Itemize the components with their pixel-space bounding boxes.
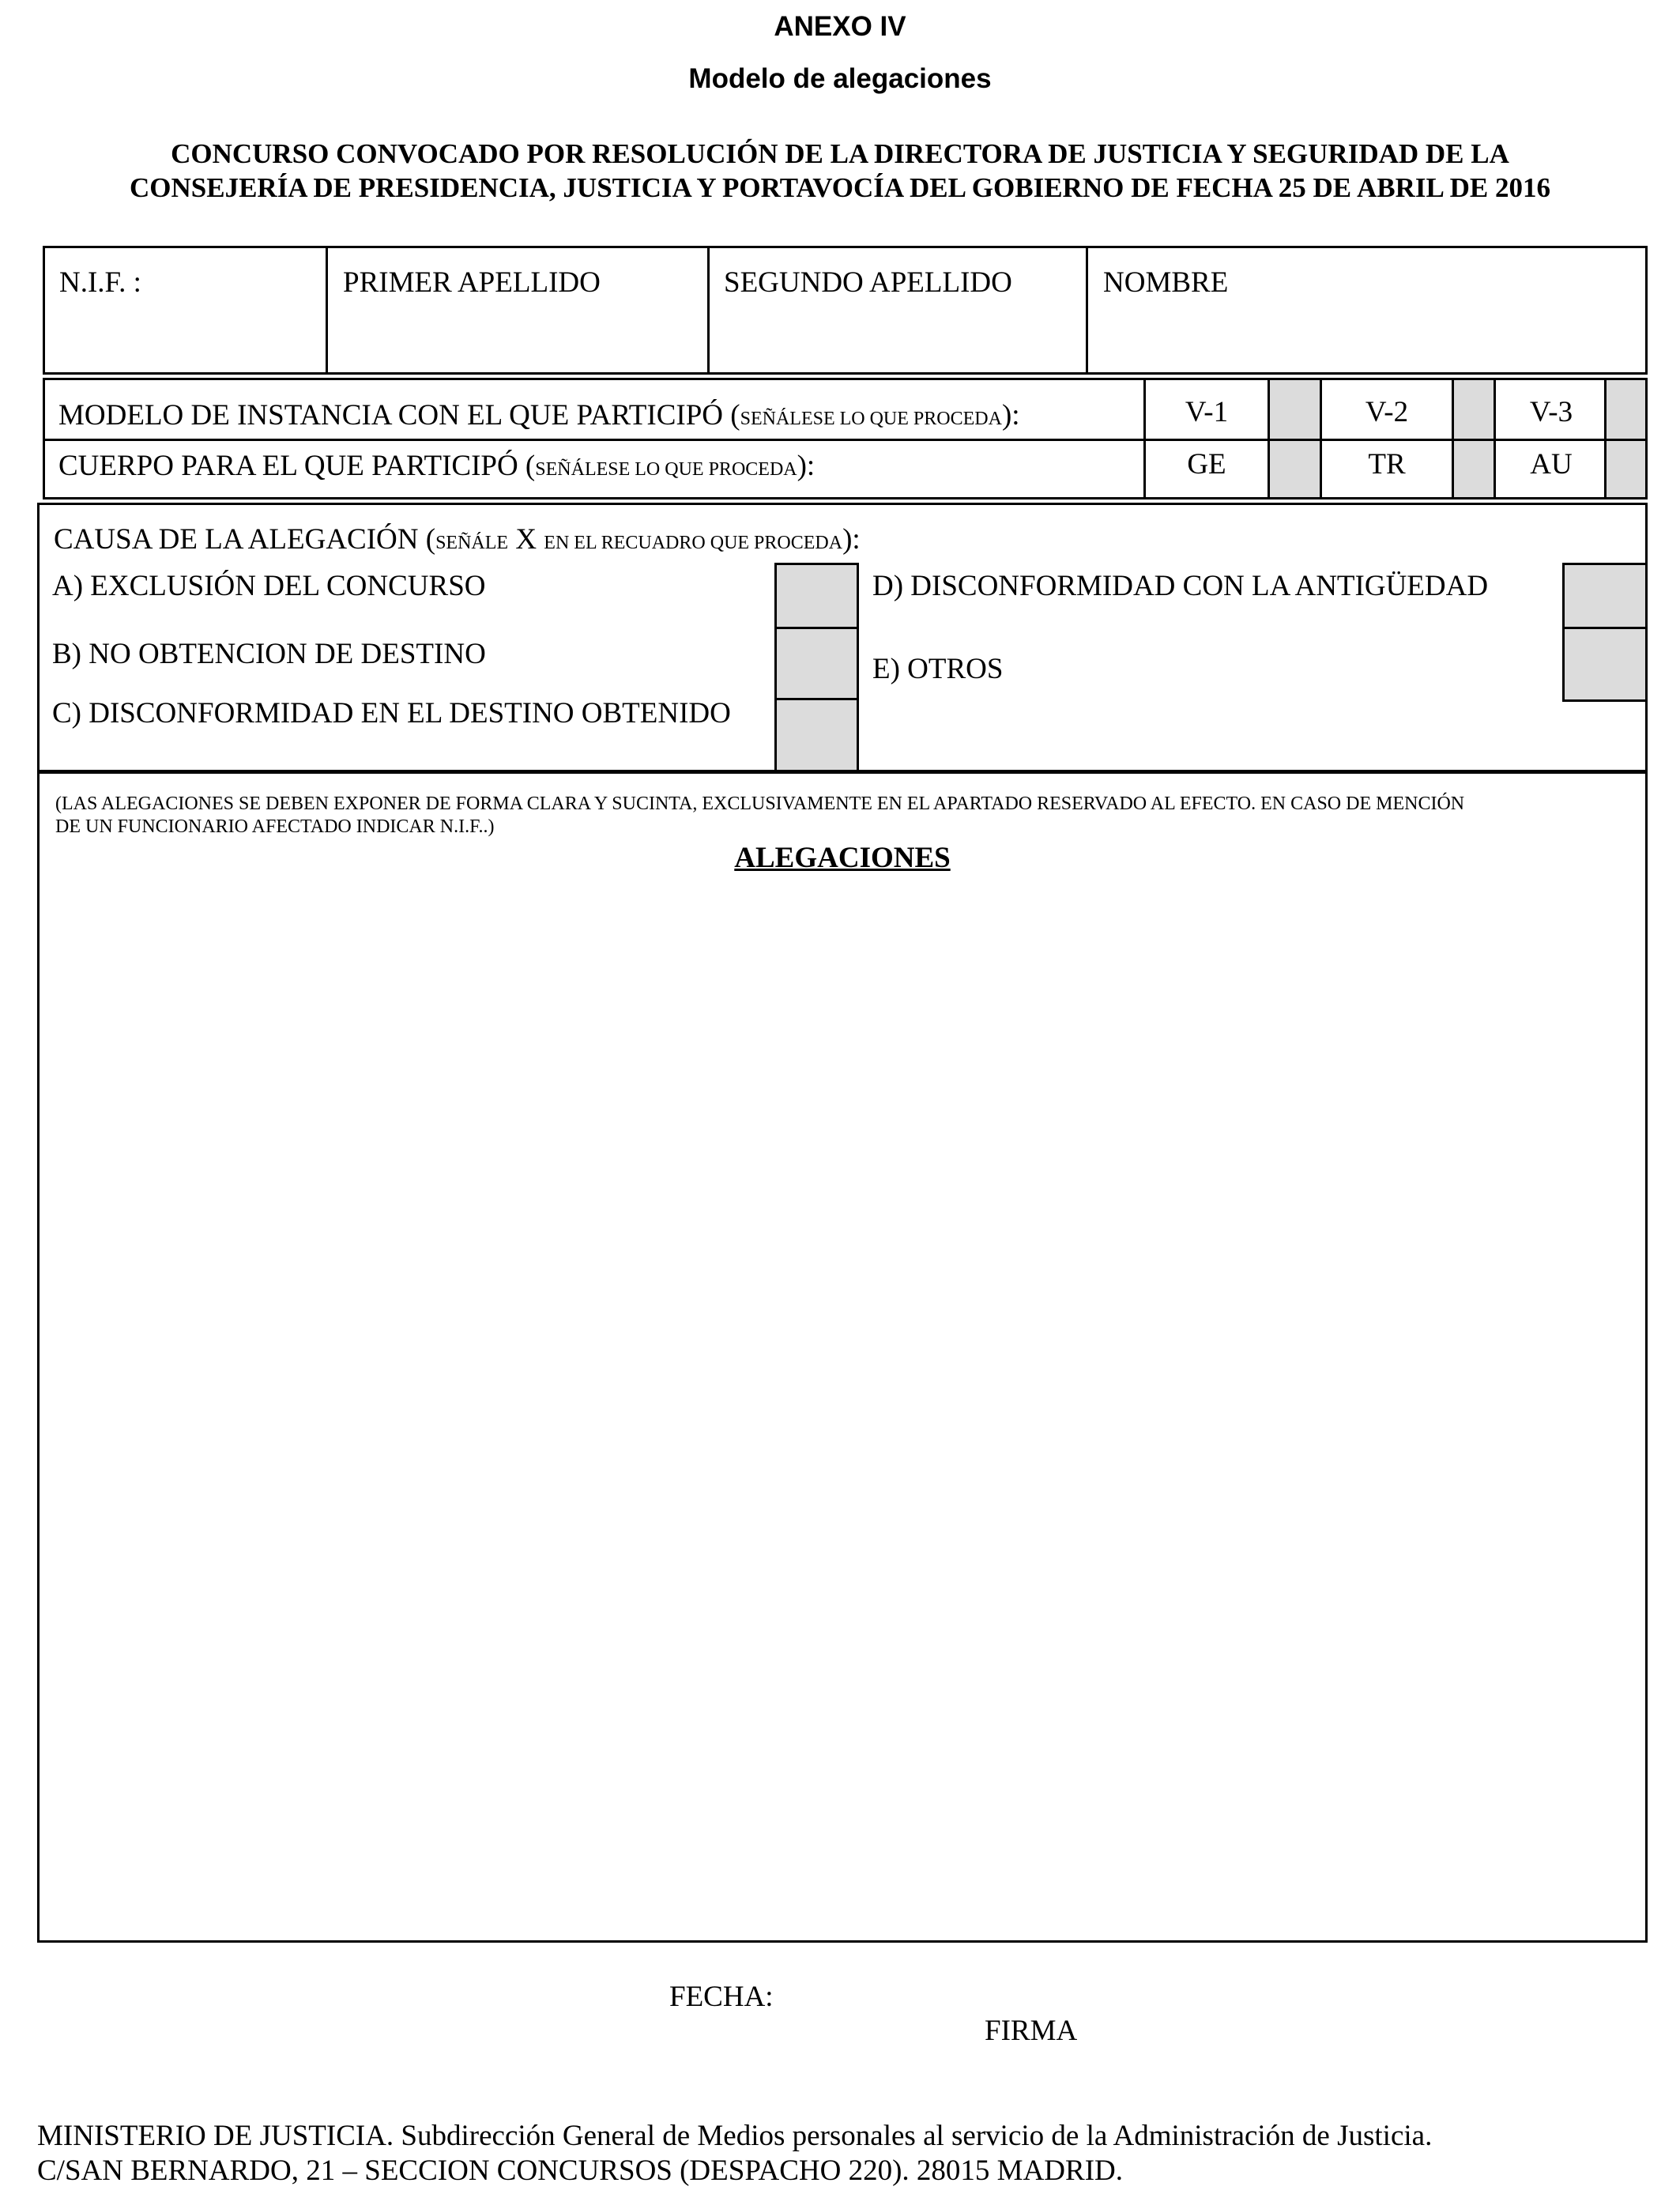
- contest-title-line1: CONCURSO CONVOCADO POR RESOLUCIÓN DE LA DIRECTORA DE JUSTICIA Y SEGURIDAD DE LA: [171, 138, 1509, 169]
- option-d-checkbox[interactable]: [1562, 563, 1648, 629]
- option-a-label: A) EXCLUSIÓN DEL CONCURSO: [52, 570, 486, 602]
- second-surname-field[interactable]: [712, 304, 1083, 371]
- option-d-label: D) DISCONFORMIDAD CON LA ANTIGÜEDAD: [872, 570, 1489, 602]
- model-label: MODELO DE INSTANCIA CON EL QUE PARTICIPÓ (SEÑÁLESE LO QUE PROCEDA):: [58, 399, 1020, 432]
- annex-title: ANEXO IV: [774, 11, 906, 42]
- name-label: NOMBRE: [1103, 266, 1229, 299]
- contest-title-line2: CONSEJERÍA DE PRESIDENCIA, JUSTICIA Y PORTAVOCÍA DEL GOBIERNO DE FECHA 25 DE ABRIL DE 2016: [129, 172, 1551, 203]
- model-v2-checkbox[interactable]: [1452, 378, 1496, 441]
- nif-field[interactable]: [47, 304, 322, 371]
- model-option-v3: V-3: [1529, 396, 1573, 428]
- instructions-line2: DE UN FUNCIONARIO AFECTADO INDICAR N.I.F..): [55, 816, 495, 837]
- option-c-label: C) DISCONFORMIDAD EN EL DESTINO OBTENIDO: [52, 697, 731, 729]
- nif-label: N.I.F. :: [59, 266, 141, 299]
- option-b-label: B) NO OBTENCION DE DESTINO: [52, 638, 486, 670]
- first-surname-label: PRIMER APELLIDO: [343, 266, 601, 299]
- allegations-heading: ALEGACIONES: [734, 842, 951, 874]
- option-e-label: E) OTROS: [872, 653, 1004, 685]
- footer-ministry: MINISTERIO DE JUSTICIA. Subdirección General de Medios personales al servicio de la Administración de Justicia.: [37, 2120, 1433, 2152]
- body-option-au: AU: [1530, 448, 1573, 481]
- cause-heading: CAUSA DE LA ALEGACIÓN (SEÑÁLE X EN EL RECUADRO QUE PROCEDA):: [54, 523, 861, 556]
- form-subtitle: Modelo de alegaciones: [688, 63, 992, 94]
- divider: [707, 246, 710, 375]
- option-a-checkbox[interactable]: [774, 563, 859, 629]
- option-c-checkbox[interactable]: [774, 698, 859, 772]
- option-b-checkbox[interactable]: [774, 627, 859, 700]
- divider: [43, 439, 1648, 441]
- body-tr-checkbox[interactable]: [1452, 439, 1496, 499]
- model-option-v2: V-2: [1365, 396, 1409, 428]
- signature-field[interactable]: [909, 2047, 1225, 2094]
- option-e-checkbox[interactable]: [1562, 627, 1648, 702]
- body-label: CUERPO PARA EL QUE PARTICIPÓ (SEÑÁLESE LO QUE PROCEDA):: [58, 450, 816, 482]
- body-au-checkbox[interactable]: [1604, 439, 1648, 499]
- divider: [326, 246, 328, 375]
- divider: [1086, 246, 1088, 375]
- allegations-text-area[interactable]: [55, 885, 1628, 1928]
- body-ge-checkbox[interactable]: [1268, 439, 1322, 499]
- body-option-ge: GE: [1187, 448, 1226, 481]
- date-field[interactable]: [782, 1976, 1098, 2015]
- model-option-v1: V-1: [1185, 396, 1229, 428]
- model-v1-checkbox[interactable]: [1268, 378, 1322, 441]
- model-v3-checkbox[interactable]: [1604, 378, 1648, 441]
- footer-address: C/SAN BERNARDO, 21 – SECCION CONCURSOS (DESPACHO 220). 28015 MADRID.: [37, 2154, 1123, 2187]
- second-surname-label: SEGUNDO APELLIDO: [724, 266, 1012, 299]
- body-option-tr: TR: [1368, 448, 1406, 481]
- first-surname-field[interactable]: [330, 304, 704, 371]
- date-label: FECHA:: [669, 1981, 774, 2013]
- name-field[interactable]: [1090, 304, 1644, 371]
- signature-label: FIRMA: [985, 2015, 1078, 2047]
- instructions-line1: (LAS ALEGACIONES SE DEBEN EXPONER DE FORMA CLARA Y SUCINTA, EXCLUSIVAMENTE EN EL APARTADO RESERVADO AL EFECTO. EN CASO DE MENCIÓN: [55, 794, 1465, 814]
